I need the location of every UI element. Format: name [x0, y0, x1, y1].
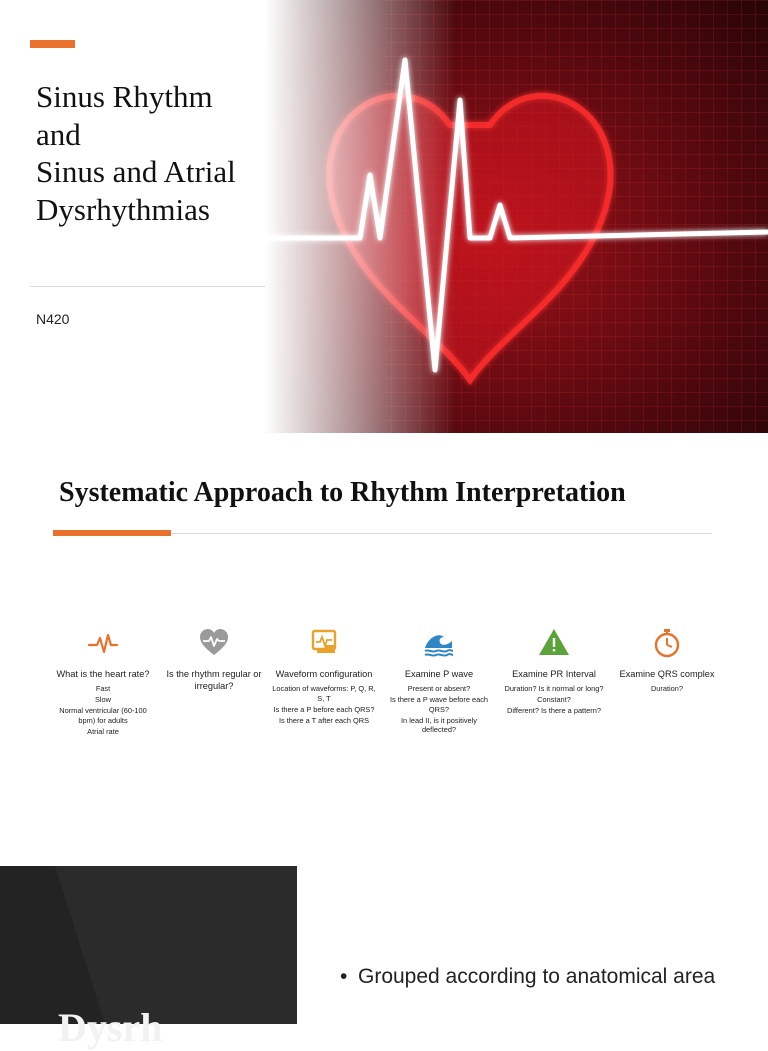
slide2-accent-bar [53, 530, 171, 536]
slide-title [0, 0, 768, 433]
step-detail-line: Location of waveforms: P, Q, R, S, T [272, 684, 376, 703]
title-line: Sinus Rhythm [36, 79, 213, 114]
waveform-monitor-icon [307, 626, 341, 660]
bullet-item [340, 962, 730, 991]
step-rhythm [161, 626, 267, 692]
panel-stripe [0, 866, 297, 1024]
divider [30, 286, 280, 287]
step-detail-line: Present or absent? [407, 684, 471, 693]
step-heading: Examine PR Interval [512, 669, 596, 679]
title-line: Sinus and Atrial [36, 154, 236, 189]
step-detail-line: Slow [94, 695, 112, 704]
slide-dysrhythmias [0, 866, 768, 1050]
warning-triangle-icon [537, 626, 571, 660]
step-details [386, 684, 492, 735]
slide-systematic-approach [0, 433, 768, 866]
step-p-wave [386, 626, 492, 736]
title-line: Dysrhythmias [36, 191, 210, 227]
slide3-title: Dysrh [58, 1005, 163, 1050]
step-detail-line: Different? Is there a pattern? [507, 706, 601, 715]
step-details [50, 684, 156, 736]
step-detail-line: Normal ventricular (60-100 bpm) for adults [59, 706, 147, 725]
step-detail-line: Fast [95, 684, 111, 693]
slide2-divider [171, 533, 712, 534]
heart-monitor-icon [197, 626, 231, 660]
step-heart-rate [50, 626, 156, 738]
step-detail-line: Is there a P wave before each QRS? [389, 695, 489, 714]
step-details [271, 684, 377, 725]
step-detail-line: Duration? [650, 684, 684, 693]
step-heading: Is the rhythm regular or irregular? [166, 669, 262, 691]
step-details [614, 684, 720, 694]
step-details [501, 684, 607, 716]
step-detail-line: Is there a P before each QRS? [273, 704, 375, 714]
step-detail-line: In lead II, is it positively deflected? [401, 715, 477, 734]
heart-ecg-image [265, 0, 768, 433]
heartbeat-icon [86, 626, 120, 660]
step-pr-interval [501, 626, 607, 717]
step-heading: Examine P wave [404, 669, 474, 679]
slide2-title: Systematic Approach to Rhythm Interpretation [59, 477, 626, 508]
dark-panel [0, 866, 297, 1050]
step-qrs [614, 626, 720, 695]
step-heading: Waveform configuration [275, 669, 373, 679]
course-code: N420 [36, 311, 70, 327]
bullet-text: Grouped according to anatomical area [358, 965, 716, 988]
stopwatch-icon [650, 626, 684, 660]
steps-row [50, 626, 760, 766]
step-detail-line: Atrial rate [87, 726, 119, 736]
slide-title-heading [36, 78, 296, 228]
bullet-dot: • [340, 965, 348, 988]
title-line: and [36, 116, 81, 152]
step-detail-line: Constant? [537, 695, 571, 704]
title-accent-bar [30, 40, 75, 48]
step-heading: Examine QRS complex [619, 669, 715, 679]
step-heading: What is the heart rate? [56, 669, 150, 679]
step-detail-line: Duration? Is it normal or long? [504, 684, 604, 693]
step-waveform [271, 626, 377, 727]
step-detail-line: Is there a T after each QRS [278, 715, 370, 725]
wave-icon [422, 626, 456, 660]
